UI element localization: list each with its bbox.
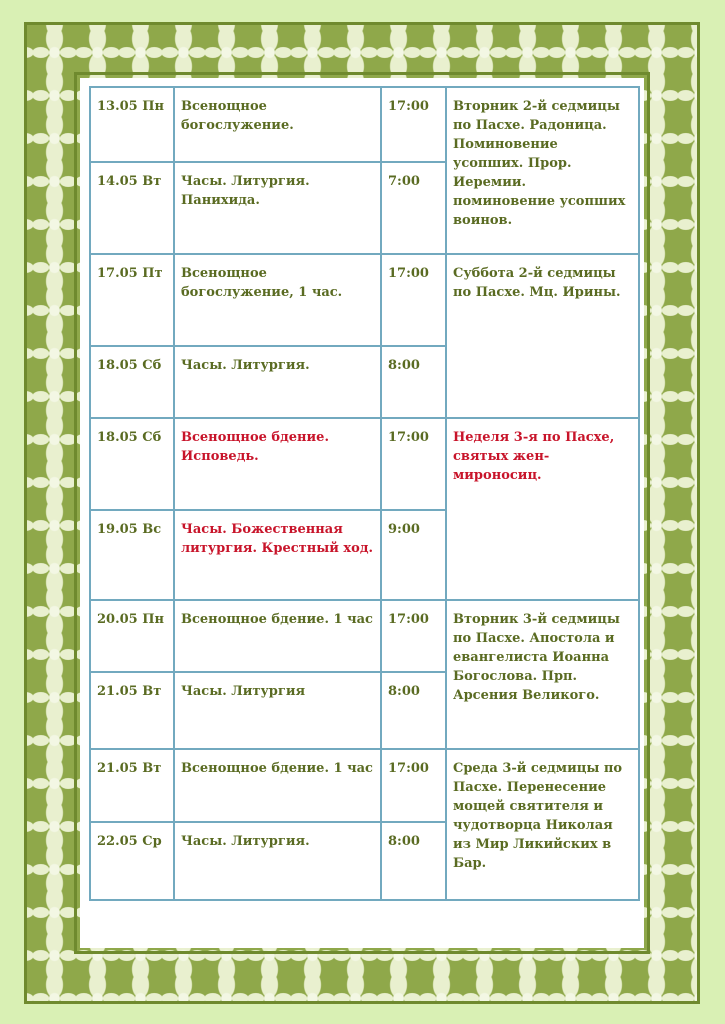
time-cell: 17:00 [381, 749, 446, 822]
time-cell: 7:00 [381, 162, 446, 254]
service-cell: Часы. Литургия [174, 672, 381, 749]
time-cell: 9:00 [381, 510, 446, 600]
feast-cell: Неделя 3-я по Пасхе, святых жен-мироносиц. [446, 418, 639, 600]
date-cell: 18.05 Сб [90, 418, 174, 510]
date-cell: 17.05 Пт [90, 254, 174, 346]
service-cell: Часы. Литургия. [174, 346, 381, 418]
feast-cell: Среда 3-й седмицы по Пасхе. Перенесение мощей святителя и чудотворца Николая из Мир Ликийских в Бар. [446, 749, 639, 900]
service-cell: Часы. Литургия. [174, 822, 381, 900]
date-cell: 19.05 Вс [90, 510, 174, 600]
table-row [90, 600, 639, 672]
date-cell: 22.05 Ср [90, 822, 174, 900]
service-cell: Всенощное бдение. 1 час [174, 749, 381, 822]
time-cell: 17:00 [381, 600, 446, 672]
date-cell: 13.05 Пн [90, 87, 174, 162]
time-cell: 17:00 [381, 418, 446, 510]
date-cell: 18.05 Сб [90, 346, 174, 418]
feast-cell: Суббота 2-й седмицы по Пасхе. Мц. Ирины. [446, 254, 639, 418]
time-cell: 8:00 [381, 346, 446, 418]
table-row [90, 87, 639, 162]
service-cell: Всенощное бдение. Исповедь. [174, 418, 381, 510]
service-cell: Часы. Литургия. Панихида. [174, 162, 381, 254]
table-row [90, 418, 639, 510]
time-cell: 17:00 [381, 254, 446, 346]
service-cell: Всенощное богослужение, 1 час. [174, 254, 381, 346]
table-row [90, 749, 639, 822]
time-cell: 8:00 [381, 672, 446, 749]
service-cell: Часы. Божественная литургия. Крестный ход. [174, 510, 381, 600]
feast-cell: Вторник 2-й седмицы по Пасхе. Радоница. Поминовение усопших. Прор. Иеремии. поминовение усопших воинов. [446, 87, 639, 254]
time-cell: 17:00 [381, 87, 446, 162]
service-schedule-table [89, 86, 640, 901]
service-cell: Всенощное богослужение. [174, 87, 381, 162]
feast-cell: Вторник 3-й седмицы по Пасхе. Апостола и евангелиста Иоанна Богослова. Прп. Арсения Великого. [446, 600, 639, 749]
date-cell: 14.05 Вт [90, 162, 174, 254]
date-cell: 20.05 Пн [90, 600, 174, 672]
date-cell: 21.05 Вт [90, 749, 174, 822]
table-row [90, 254, 639, 346]
date-cell: 21.05 Вт [90, 672, 174, 749]
service-cell: Всенощное бдение. 1 час [174, 600, 381, 672]
time-cell: 8:00 [381, 822, 446, 900]
